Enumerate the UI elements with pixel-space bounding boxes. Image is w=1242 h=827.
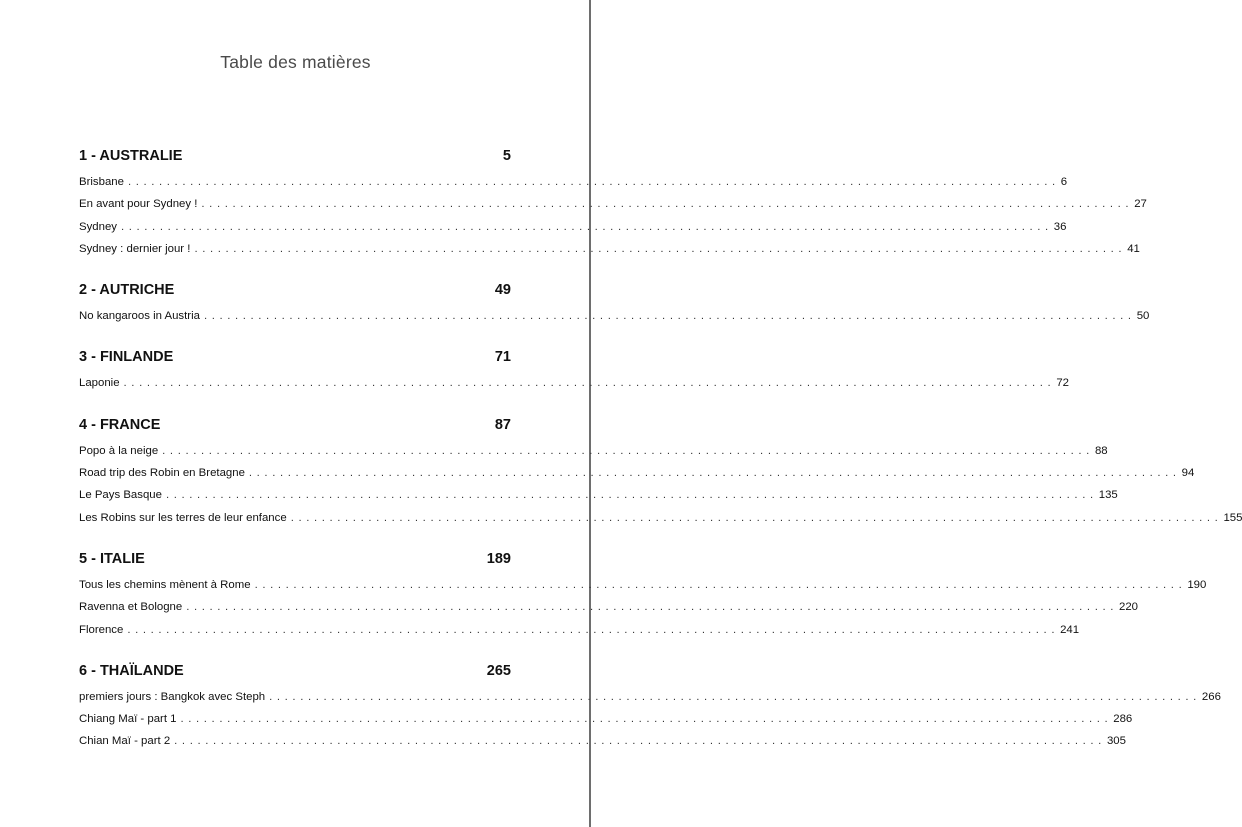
entry-title: No kangaroos in Austria — [79, 310, 200, 323]
chapter-heading[interactable] — [79, 148, 511, 167]
chapter-title: 2 - AUTRICHE — [79, 282, 175, 299]
entry-title: Sydney : dernier jour ! — [79, 242, 191, 255]
entry-list — [79, 310, 1150, 332]
entry-title: Chiang Maï - part 1 — [79, 713, 177, 726]
chapter-page-number: 71 — [494, 349, 511, 366]
toc-entry[interactable] — [79, 601, 1139, 623]
chapter-heading[interactable] — [79, 349, 511, 368]
dot-leader: ........................................................................................................................ — [203, 310, 1136, 323]
entry-title: Tous les chemins mènent à Rome — [79, 578, 251, 591]
entry-page-number: 135 — [1098, 489, 1118, 502]
entry-page-number: 155 — [1223, 511, 1242, 524]
entry-title: Brisbane — [79, 176, 124, 188]
entry-page-number: 72 — [1056, 377, 1069, 390]
toc-entry[interactable] — [79, 489, 1118, 511]
entry-page-number: 6 — [1060, 176, 1068, 188]
entry-list — [79, 690, 1221, 758]
entry-list — [79, 176, 1147, 265]
entry-title: Popo à la neige — [79, 444, 159, 457]
chapter-section — [79, 416, 1242, 534]
chapter-heading[interactable] — [79, 551, 511, 570]
chapter-page-number: 87 — [494, 416, 511, 433]
chapter-title: 1 - AUSTRALIE — [79, 148, 183, 164]
dot-leader: ........................................................................................................................ — [180, 713, 1113, 726]
chapter-title: 6 - THAÏLANDE — [79, 662, 184, 679]
entry-title: Le Pays Basque — [79, 489, 162, 502]
entry-list — [79, 444, 1242, 534]
entry-title: En avant pour Sydney ! — [79, 198, 198, 211]
toc-entry[interactable] — [79, 377, 1069, 399]
toc-entry[interactable] — [79, 623, 1080, 646]
toc-entry[interactable] — [79, 444, 1108, 467]
chapter-section — [79, 282, 1150, 332]
entry-page-number: 190 — [1187, 578, 1207, 591]
chapter-heading[interactable] — [79, 417, 511, 436]
dot-leader: ........................................................................................................................ — [269, 690, 1201, 703]
entry-page-number: 220 — [1119, 601, 1139, 614]
toc-entry[interactable] — [79, 735, 1126, 757]
dot-leader: ........................................................................................................................ — [290, 511, 1223, 524]
entry-page-number: 241 — [1060, 623, 1080, 636]
entry-title: Road trip des Robin en Bretagne — [79, 467, 245, 480]
page-edge — [589, 0, 591, 827]
chapter-page-number: 5 — [502, 148, 511, 164]
toc-entry[interactable] — [79, 176, 1068, 198]
chapter-page-number: 189 — [486, 550, 511, 567]
toc-entry[interactable] — [79, 198, 1147, 220]
chapter-title: 4 - FRANCE — [79, 416, 161, 433]
dot-leader: ........................................................................................................................ — [194, 242, 1127, 255]
entry-page-number: 36 — [1053, 220, 1067, 233]
dot-leader: ........................................................................................................................ — [186, 601, 1118, 614]
chapter-section — [79, 349, 1069, 399]
chapter-section — [79, 550, 1207, 646]
entry-title: premiers jours : Bangkok avec Steph — [79, 690, 266, 703]
toc-entry[interactable] — [79, 467, 1195, 489]
dot-leader: ........................................................................................................................ — [127, 176, 1060, 188]
toc-entry[interactable] — [79, 220, 1067, 243]
entry-page-number: 266 — [1201, 690, 1221, 703]
dot-leader: ........................................................................................................................ — [201, 198, 1134, 211]
entry-page-number: 27 — [1134, 198, 1147, 211]
chapter-page-number: 49 — [494, 282, 511, 299]
entry-page-number: 50 — [1136, 310, 1150, 323]
table-of-contents — [79, 148, 1242, 758]
dot-leader: ........................................................................................................................ — [127, 623, 1060, 636]
entry-title: Ravenna et Bologne — [79, 601, 183, 614]
entry-page-number: 41 — [1127, 242, 1140, 255]
toc-entry[interactable] — [79, 242, 1140, 265]
toc-entry[interactable] — [79, 310, 1150, 332]
chapter-title: 5 - ITALIE — [79, 550, 145, 567]
entry-page-number: 286 — [1113, 713, 1133, 726]
toc-entry[interactable] — [79, 690, 1221, 713]
entry-title: Chian Maï - part 2 — [79, 735, 171, 748]
chapter-heading[interactable] — [79, 663, 511, 682]
entry-title: Florence — [79, 623, 124, 636]
dot-leader: ........................................................................................................................ — [123, 377, 1056, 390]
entry-page-number: 94 — [1181, 467, 1195, 480]
entry-list — [79, 377, 1069, 399]
chapter-section — [79, 662, 1221, 758]
entry-list — [79, 578, 1207, 646]
dot-leader: ........................................................................................................................ — [254, 578, 1187, 591]
toc-entry[interactable] — [79, 713, 1133, 735]
dot-leader: ........................................................................................................................ — [174, 735, 1106, 748]
entry-page-number: 305 — [1106, 735, 1126, 748]
chapter-title: 3 - FINLANDE — [79, 349, 174, 366]
entry-title: Laponie — [79, 377, 120, 390]
dot-leader: ........................................................................................................................ — [165, 489, 1098, 502]
dot-leader: ........................................................................................................................ — [248, 467, 1181, 480]
toc-entry[interactable] — [79, 578, 1207, 601]
entry-page-number: 88 — [1094, 444, 1108, 457]
chapter-section — [79, 148, 1147, 265]
page-title: Table des matières — [220, 52, 371, 72]
entry-title: Les Robins sur les terres de leur enfance — [79, 511, 287, 524]
entry-title: Sydney — [79, 220, 117, 233]
toc-entry[interactable] — [79, 511, 1242, 534]
dot-leader: ........................................................................................................................ — [162, 444, 1094, 457]
chapter-heading[interactable] — [79, 282, 511, 301]
dot-leader: ........................................................................................................................ — [121, 220, 1053, 233]
chapter-page-number: 265 — [486, 662, 511, 679]
